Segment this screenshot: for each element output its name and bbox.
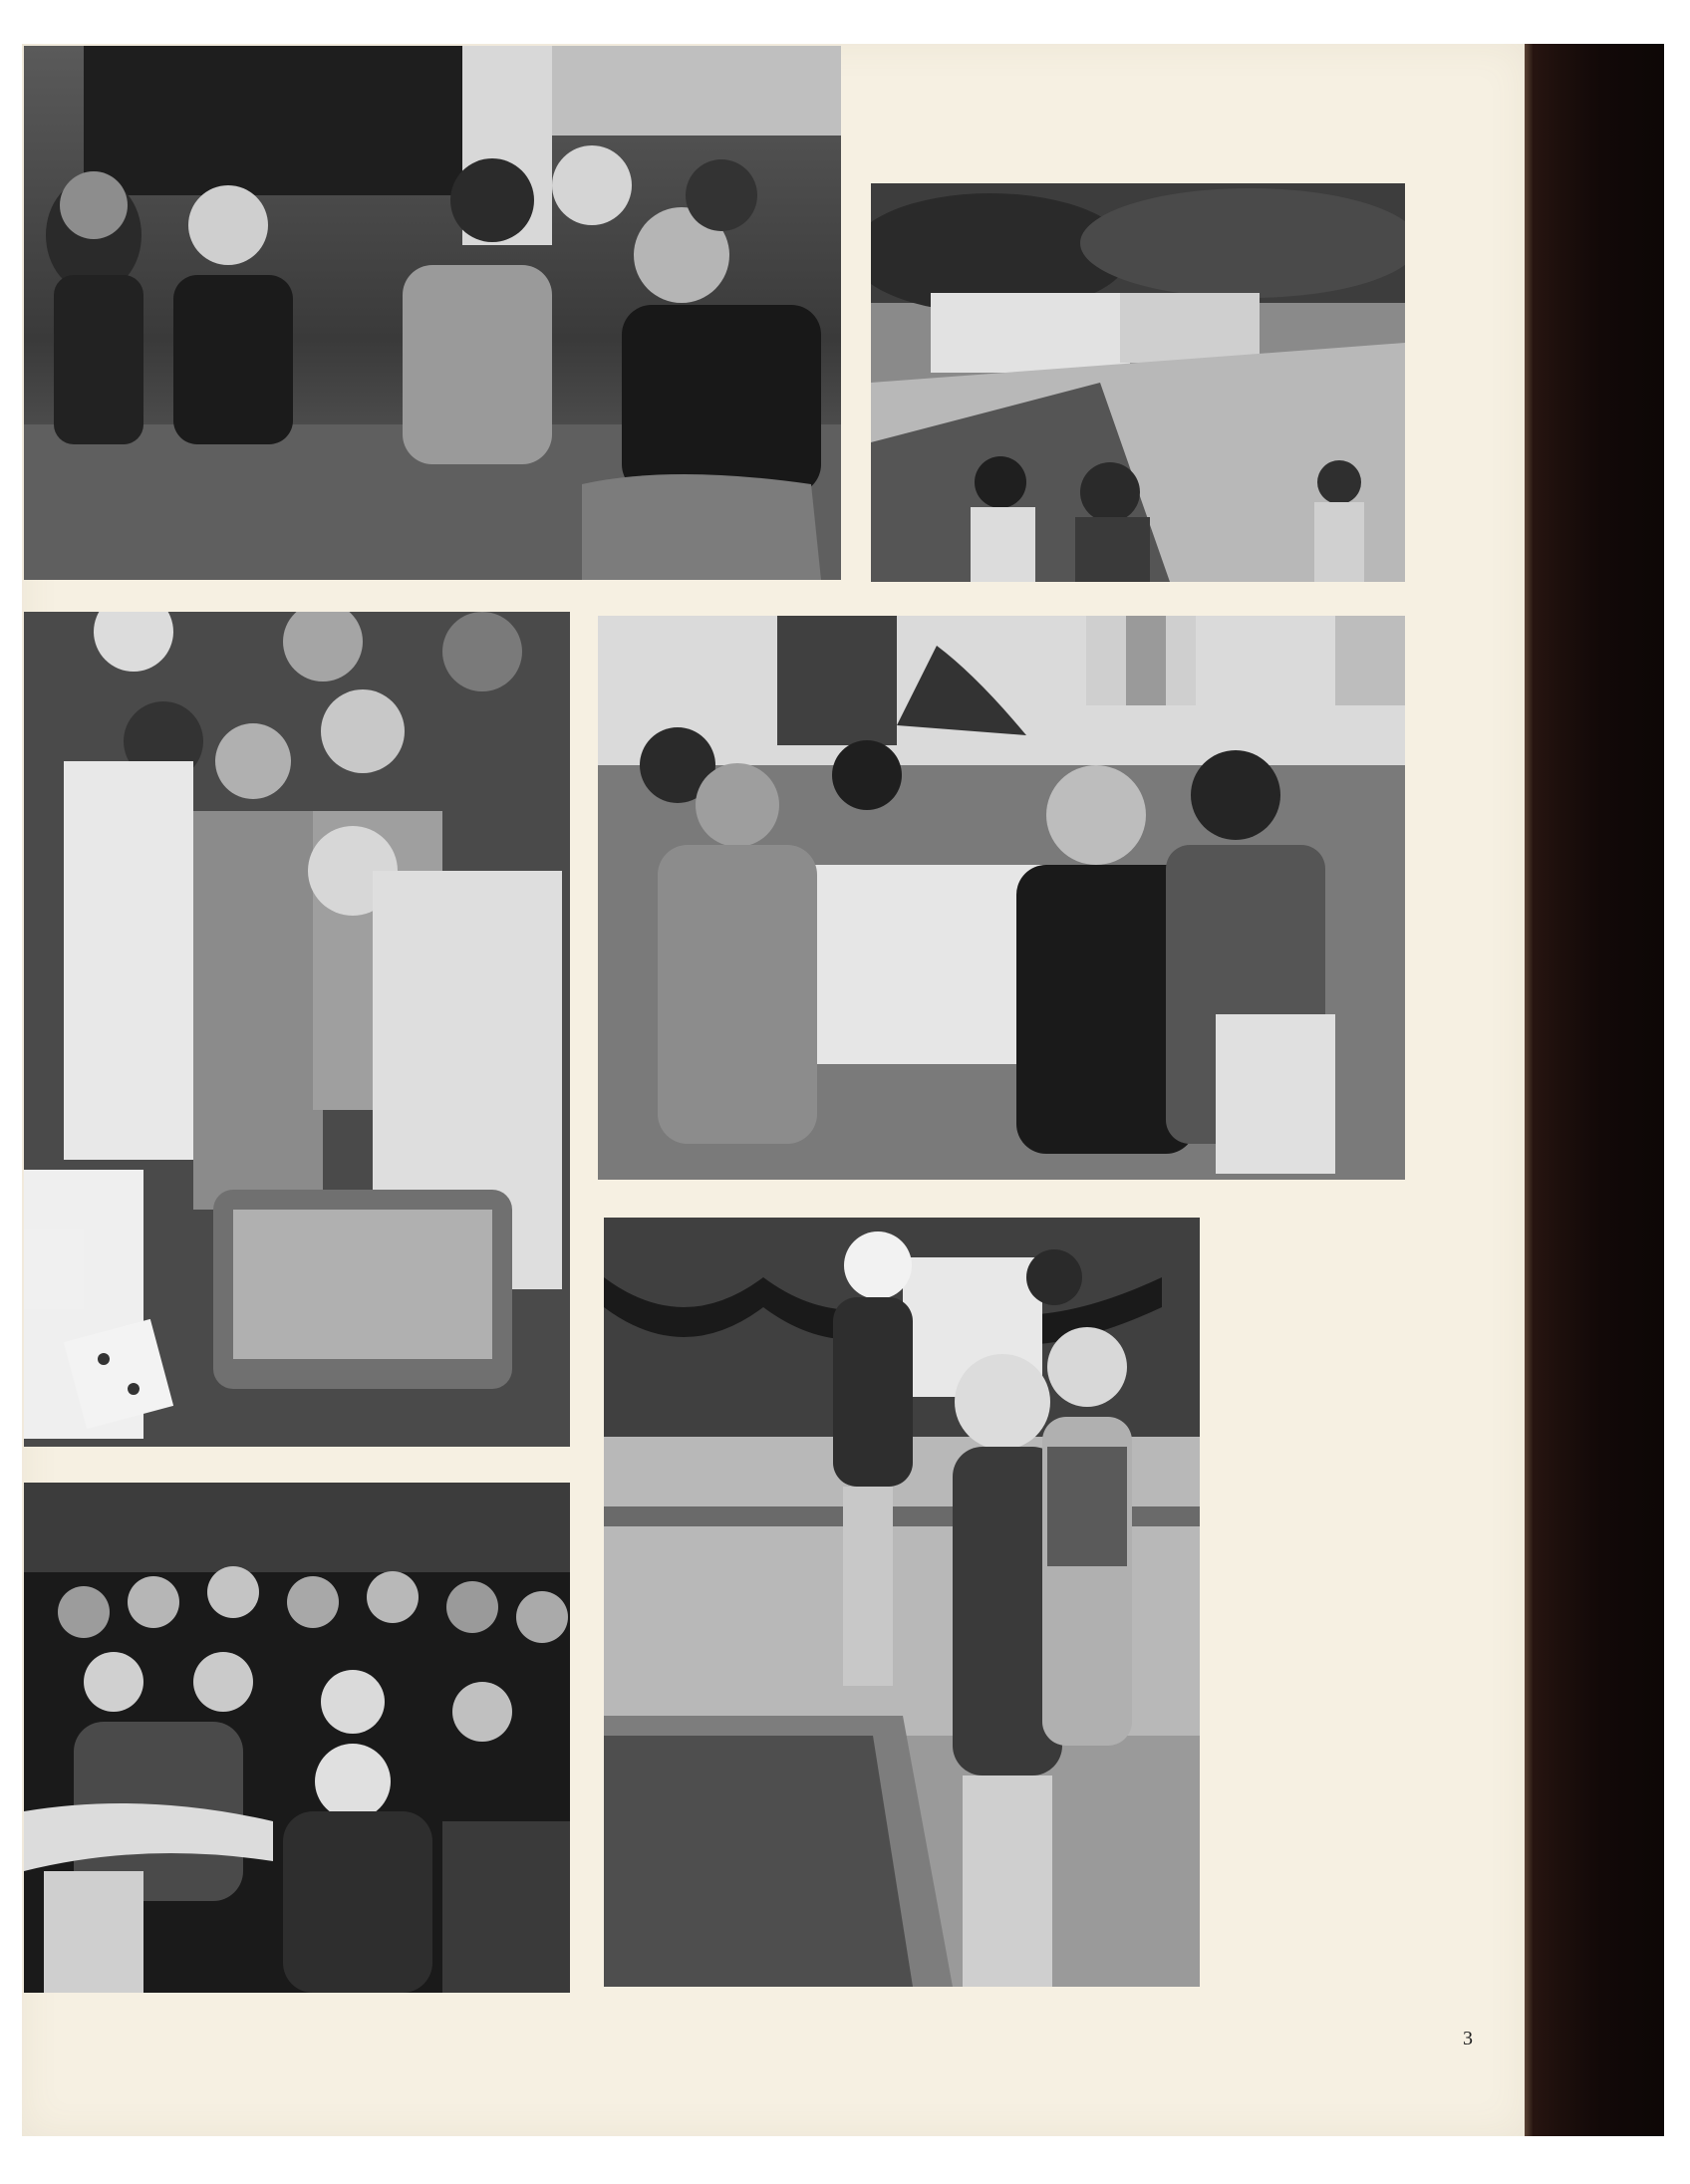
photo-students-game-drum: [24, 612, 570, 1447]
photo-party-table: [598, 616, 1405, 1180]
photo-swimmers-pool: [604, 1218, 1200, 1987]
photo-children-sitting: [24, 46, 841, 580]
photo-outdoor-fair: [871, 183, 1405, 582]
page-number: 3: [1463, 2028, 1473, 2049]
spine-edge: [1525, 44, 1533, 2136]
book-spine: [1525, 44, 1664, 2136]
photo-dance-crowd: [24, 1483, 570, 1993]
